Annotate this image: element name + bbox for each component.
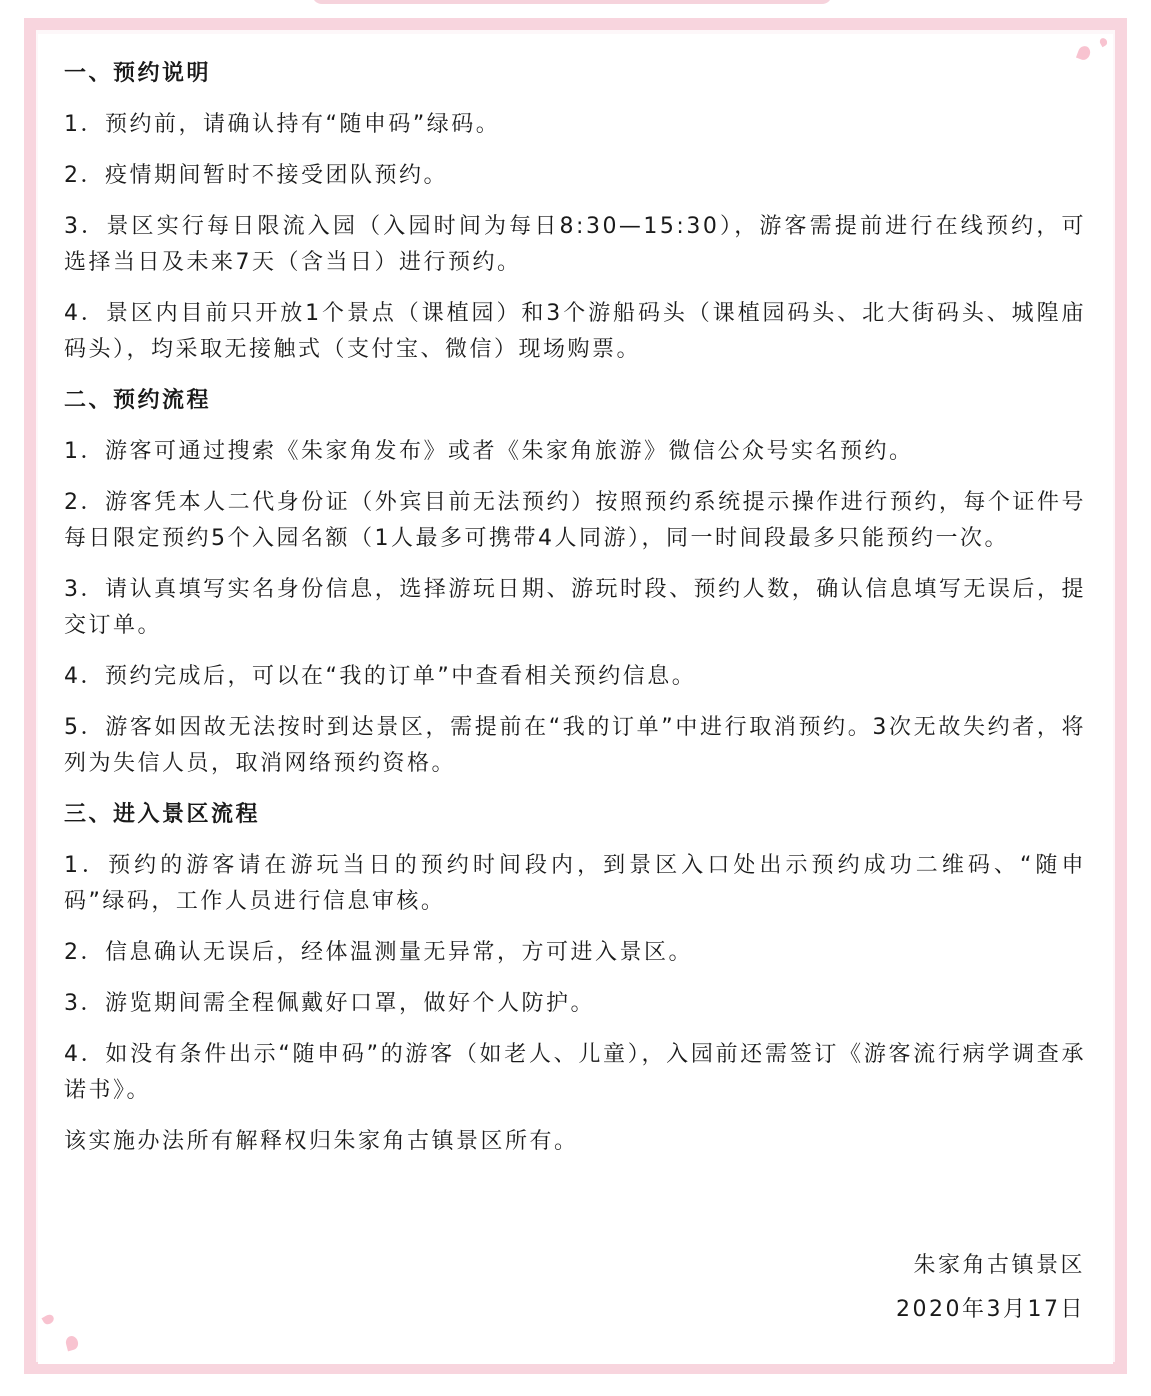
list-item: 1．游客可通过搜索《朱家角发布》或者《朱家角旅游》微信公众号实名预约。 — [64, 439, 914, 464]
list-item: 2．游客凭本人二代身份证（外宾目前无法预约）按照预约系统提示操作进行预约，每个证件号每日限定预约5个入园名额（1人最多可携带4人同游），同一时间段最多只能预约一次。 — [64, 490, 1086, 551]
signature-block — [896, 1244, 1085, 1332]
section-heading: 三、进入景区流程 — [64, 802, 261, 827]
signature-date: 2020年3月17日 — [896, 1297, 1085, 1322]
section-entry-process — [64, 797, 1086, 1109]
notice-content — [64, 56, 1086, 1175]
section-reservation-notes — [64, 56, 1086, 368]
section-heading: 二、预约流程 — [64, 388, 212, 413]
list-item: 3．请认真填写实名身份信息，选择游玩日期、游玩时段、预约人数，确认信息填写无误后，提交订单。 — [64, 577, 1086, 638]
list-item: 3．游览期间需全程佩戴好口罩，做好个人防护。 — [64, 991, 595, 1016]
list-item: 3．景区实行每日限流入园（入园时间为每日8:30—15:30），游客需提前进行在线预约，可选择当日及未来7天（含当日）进行预约。 — [64, 214, 1086, 275]
list-item: 4．景区内目前只开放1个景点（课植园）和3个游船码头（课植园码头、北大街码头、城隍庙码头），均采取无接触式（支付宝、微信）现场购票。 — [64, 301, 1086, 362]
list-item: 4．预约完成后，可以在“我的订单”中查看相关预约信息。 — [64, 664, 697, 689]
top-decoration-tab — [312, 0, 832, 4]
list-item: 1．预约的游客请在游玩当日的预约时间段内，到景区入口处出示预约成功二维码、“随申码”绿码，工作人员进行信息审核。 — [64, 853, 1086, 914]
list-item: 2．疫情期间暂时不接受团队预约。 — [64, 163, 448, 188]
list-item: 4．如没有条件出示“随申码”的游客（如老人、儿童），入园前还需签订《游客流行病学调查承诺书》。 — [64, 1042, 1086, 1103]
section-heading: 一、预约说明 — [64, 61, 212, 86]
closing-statement: 该实施办法所有解释权归朱家角古镇景区所有。 — [64, 1129, 579, 1154]
list-item: 2．信息确认无误后，经体温测量无异常，方可进入景区。 — [64, 940, 693, 965]
list-item: 5．游客如因故无法按时到达景区，需提前在“我的订单”中进行取消预约。3次无故失约者，将列为失信人员，取消网络预约资格。 — [64, 715, 1086, 776]
section-reservation-process — [64, 383, 1086, 782]
signature-org: 朱家角古镇景区 — [913, 1253, 1085, 1278]
list-item: 1．预约前，请确认持有“随申码”绿码。 — [64, 112, 501, 137]
